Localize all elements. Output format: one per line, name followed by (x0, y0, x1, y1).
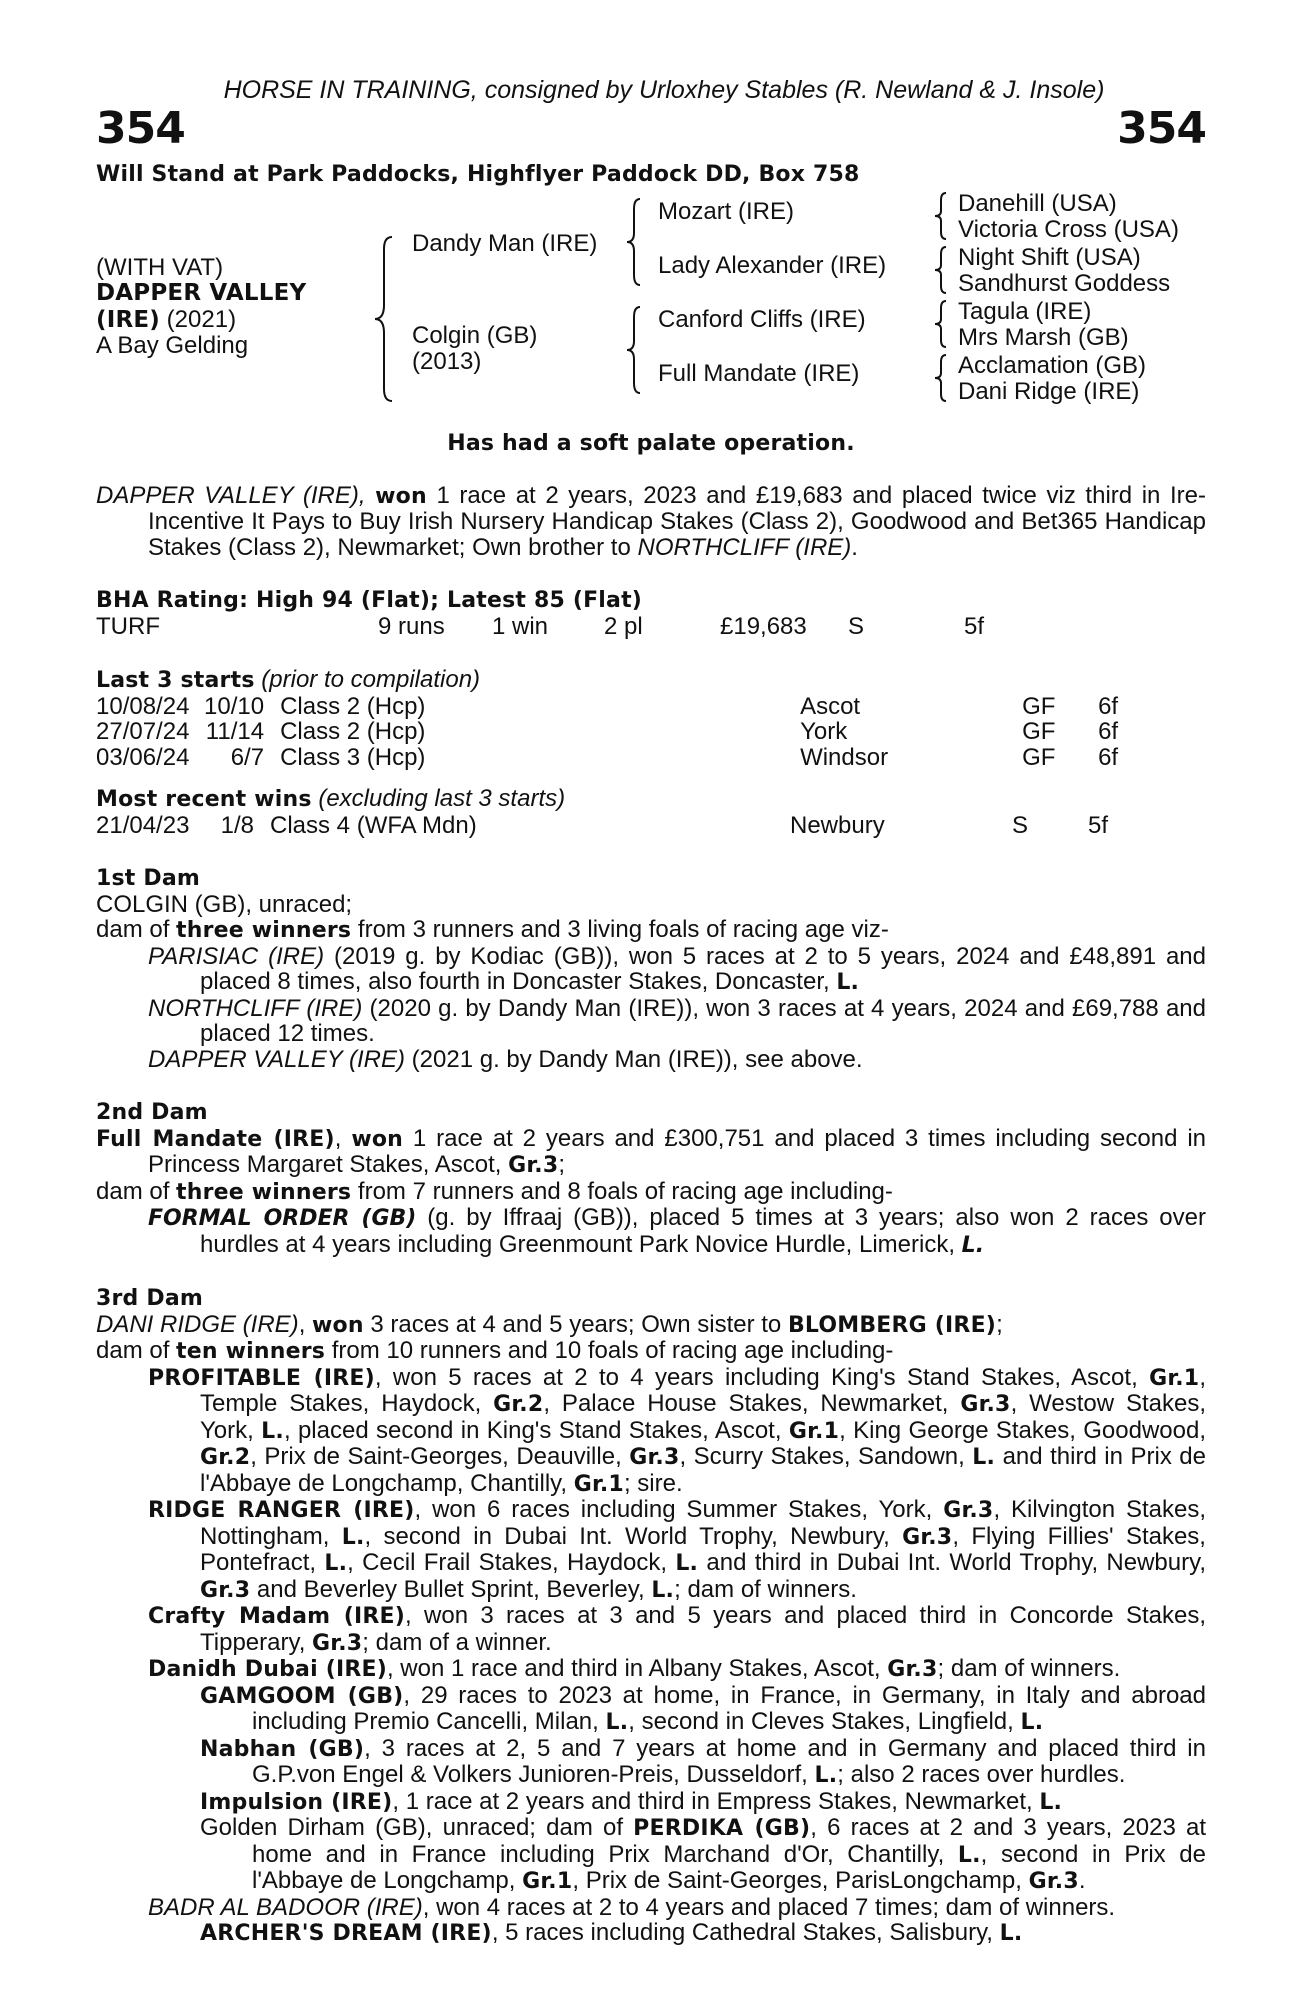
sire-sire: Mozart (IRE) (658, 198, 795, 225)
dam-sire: Canford Cliffs (IRE) (658, 306, 866, 333)
vat-label: (WITH VAT) (96, 254, 224, 281)
third-dam-produce: dam of ten winners from 10 runners and 10 foals of racing age including- (96, 1337, 894, 1364)
sire-name: Dandy Man (IRE) (412, 230, 598, 257)
dd-sire: Acclamation (GB) (958, 352, 1147, 379)
horse-description: A Bay Gelding (96, 332, 249, 359)
list-item: Golden Dirham (GB), unraced; dam of PERDIKA (GB), 6 races at 2 and 3 years, 2023 at home and in France including Prix Marchand d'Or, Chantilly, L., second in Prix de l'Abbaye de Longchamp, Gr.1, Prix de Saint-Georges, ParisLongchamp, Gr.3. (200, 1814, 1207, 1894)
first-dam-title: 1st Dam (96, 866, 201, 891)
last-3-starts-section (96, 667, 1206, 770)
table-row: 03/06/24 6/7 Class 3 (Hcp) Windsor GF 6f (96, 743, 1119, 771)
second-dam-line: Full Mandate (IRE), won 1 race at 2 years and £300,751 and placed 3 times including second in Princess Margaret Stakes, Ascot, Gr.3; (96, 1124, 1206, 1178)
recent-wins-section (96, 786, 1206, 838)
lot-number-right: 354 (1117, 102, 1206, 154)
second-dam-title: 2nd Dam (96, 1100, 208, 1125)
ds-dam: Mrs Marsh (GB) (958, 324, 1129, 351)
first-dam-line: COLGIN (GB), unraced; (96, 890, 353, 918)
first-dam-section (96, 866, 1206, 1072)
ds-sire: Tagula (IRE) (958, 298, 1092, 325)
catalogue-page (96, 78, 1206, 1947)
recent-wins-title: Most recent wins (excluding last 3 starts) (96, 785, 566, 812)
lot-number-left: 354 (96, 102, 185, 154)
ss-sire: Danehill (USA) (958, 190, 1117, 217)
list-item: PROFITABLE (IRE), won 5 races at 2 to 4 years including King's Stand Stakes, Ascot, Gr.1, Temple Stakes, Haydock, Gr.2, Palace House Stakes, Newmarket, Gr.3, Westow Stakes, York, L., placed second in King's Stand Stakes, Ascot, Gr.1, King George Stakes, Goodwood, Gr.2, Prix de Saint-Georges, Deauville, Gr.3, Scurry Stakes, Sandown, L. and third in Prix de l'Abbaye de Longchamp, Chantilly, Gr.1; sire. (148, 1363, 1207, 1497)
horse-country-year: (IRE) (2021) (96, 306, 237, 333)
horse-summary: DAPPER VALLEY (IRE), won 1 race at 2 years, 2023 and £19,683 and placed twice viz third in Ire-Incentive It Pays to Buy Irish Nursery Handicap Stakes (Class 2), Goodwood and Bet365 Handicap Stakes (Class 2), Newmarket; Own brother to NORTHCLIFF (IRE). (96, 481, 1206, 561)
bha-rating-title: BHA Rating: High 94 (Flat); Latest 85 (Flat) (96, 588, 643, 613)
brace-g1 (932, 191, 950, 241)
brace-g2 (932, 245, 950, 295)
first-dam-produce: dam of three winners from 3 runners and 3 living foals of racing age viz- (96, 916, 889, 943)
list-item: ARCHER'S DREAM (IRE), 5 races including Cathedral Stakes, Salisbury, L. (200, 1919, 1023, 1946)
brace-g3 (932, 299, 950, 349)
recent-wins-table (96, 813, 1108, 839)
sd-sire: Night Shift (USA) (958, 244, 1141, 271)
ss-dam: Victoria Cross (USA) (958, 216, 1179, 243)
sire-line-brace (624, 197, 644, 287)
horse-name: DAPPER VALLEY (96, 280, 307, 306)
list-item: RIDGE RANGER (IRE), won 6 races including Summer Stakes, York, Gr.3, Kilvington Stakes, Nottingham, L., second in Dubai Int. World Trophy, Newbury, Gr.3, Flying Fillies' Stakes, Pontefract, L., Cecil Frail Stakes, Haydock, L. and third in Dubai Int. World Trophy, Newbury, Gr.3 and Beverley Bullet Sprint, Beverley, L.; dam of winners. (148, 1496, 1207, 1603)
second-dam-section (96, 1100, 1206, 1258)
pedigree-table (96, 191, 1206, 431)
sd-dam: Sandhurst Goddess (958, 270, 1171, 297)
second-dam-produce: dam of three winners from 7 runners and 8 foals of racing age including- (96, 1177, 893, 1205)
list-item: GAMGOOM (GB), 29 races to 2023 at home, in France, in Germany, in Italy and abroad including Premio Cancelli, Milan, L., second in Cleves Stakes, Lingfield, L. (200, 1681, 1206, 1735)
turf-record: TURF 9 runs 1 win 2 pl £19,683 S 5f (96, 612, 985, 640)
dam-line-brace (624, 305, 644, 395)
table-row: 10/08/24 10/10 Class 2 (Hcp) Ascot GF 6f (96, 692, 1119, 720)
sire-dam-brace (372, 235, 396, 403)
list-item: NORTHCLIFF (IRE) (2020 g. by Dandy Man (IRE)), won 3 races at 4 years, 2024 and £69,788 and placed 12 times. (148, 994, 1206, 1047)
list-item: BADR AL BADOOR (IRE), won 4 races at 2 to 4 years and placed 7 times; dam of winners. (148, 1893, 1116, 1921)
last-3-starts-table (96, 694, 1118, 771)
table-row: 27/07/24 11/14 Class 2 (Hcp) York GF 6f (96, 718, 1119, 745)
list-item: Impulsion (IRE), 1 race at 2 years and third in Empress Stakes, Newmarket, L. (200, 1787, 1063, 1815)
stand-location: Will Stand at Park Paddocks, Highflyer Paddock DD, Box 758 (96, 161, 860, 187)
list-item: DAPPER VALLEY (IRE) (2021 g. by Dandy Man (IRE)), see above. (148, 1045, 863, 1073)
lot-number-row (96, 104, 1206, 154)
third-dam-section (96, 1286, 1206, 1947)
list-item: Crafty Madam (IRE), won 3 races at 3 and 5 years and placed third in Concorde Stakes, Tipperary, Gr.3; dam of a winner. (148, 1602, 1206, 1656)
third-dam-line: DANI RIDGE (IRE), won 3 races at 4 and 5 years; Own sister to BLOMBERG (IRE); (96, 1310, 1003, 1338)
consignor-header: HORSE IN TRAINING, consigned by Urloxhey Stables (R. Newland & J. Insole) (223, 76, 1105, 104)
soft-palate-note: Has had a soft palate operation. (447, 431, 855, 456)
list-item: FORMAL ORDER (GB) (g. by Iffraaj (GB)), placed 5 times at 3 years; also won 2 races over hurdles at 4 years including Greenmount Park Novice Hurdle, Limerick, L. (148, 1204, 1206, 1258)
list-item: PARISIAC (IRE) (2019 g. by Kodiac (GB)), won 5 races at 2 to 5 years, 2024 and £48,891 and placed 8 times, also fourth in Doncaster Stakes, Doncaster, L. (148, 942, 1206, 995)
table-row: 21/04/23 1/8 Class 4 (WFA Mdn) Newbury S 5f (96, 811, 1109, 839)
sire-dam: Lady Alexander (IRE) (658, 252, 887, 279)
bha-rating-section (96, 588, 1206, 639)
dd-dam: Dani Ridge (IRE) (958, 378, 1140, 405)
list-item: Nabhan (GB), 3 races at 2, 5 and 7 years at home and in Germany and placed third in G.P.von Engel & Volkers Junioren-Preis, Dusseldorf, L.; also 2 races over hurdles. (200, 1734, 1206, 1788)
third-dam-title: 3rd Dam (96, 1286, 203, 1311)
list-item: Danidh Dubai (IRE), won 1 race and third in Albany Stakes, Ascot, Gr.3; dam of winners. (148, 1655, 1121, 1682)
last-3-starts-title: Last 3 starts (prior to compilation) (96, 666, 481, 693)
brace-g4 (932, 353, 950, 403)
dam-dam: Full Mandate (IRE) (658, 360, 860, 387)
dam-year: (2013) (412, 348, 482, 375)
dam-name: Colgin (GB) (412, 322, 538, 349)
